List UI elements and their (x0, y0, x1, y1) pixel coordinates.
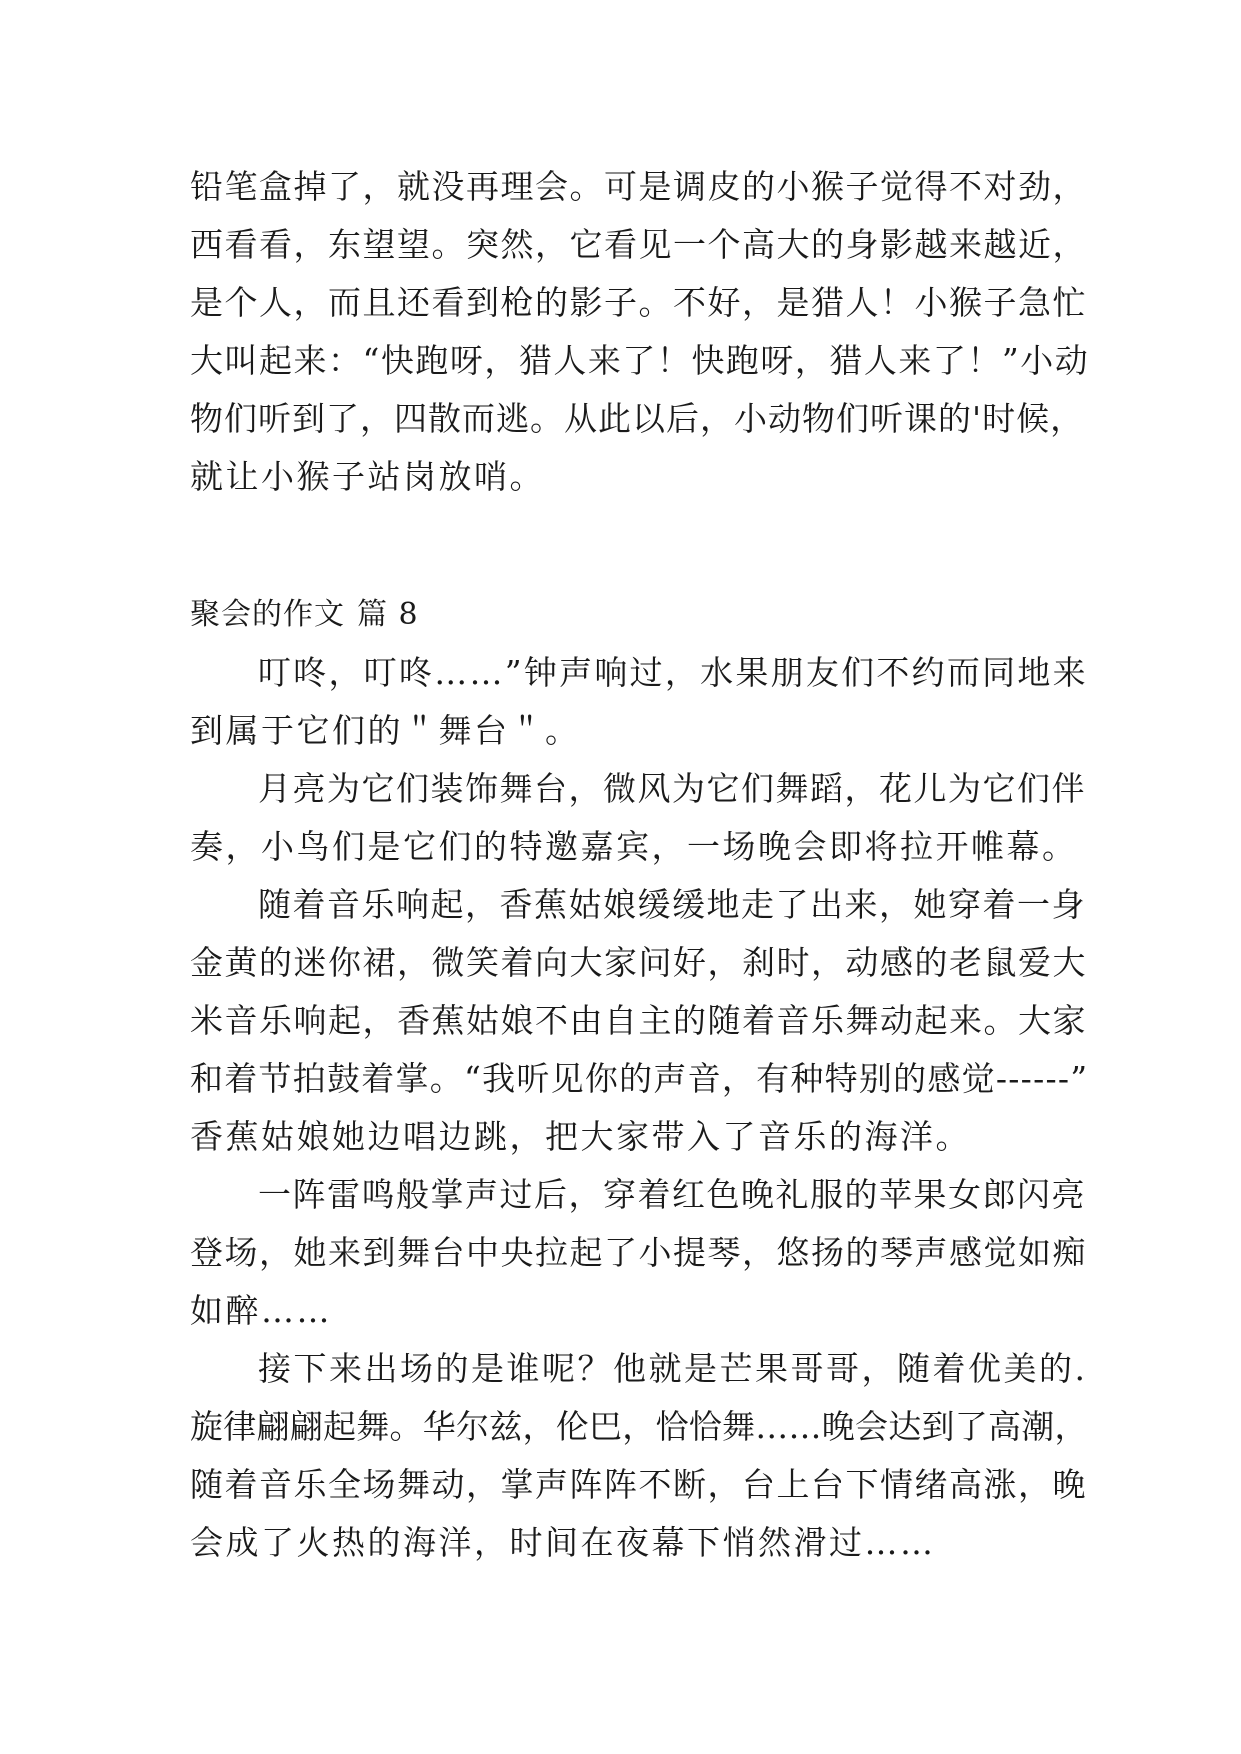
text-line: 物们听到了，四散而逃。从此以后，小动物们听课的'时候， (190, 399, 1085, 438)
text-line: 接下来出场的是谁呢？他就是芒果哥哥，随着优美的. (258, 1349, 1088, 1388)
paragraph (190, 644, 1090, 760)
text-line: 大叫起来：“快跑呀，猎人来了！快跑呀，猎人来了！”小动 (190, 341, 1090, 380)
text-line: 西看看，东望望。突然，它看见一个高大的身影越来越近， (190, 225, 1087, 264)
text-line: 就让小猴子站岗放哨。 (190, 457, 545, 496)
text-line: 如醉…… (190, 1291, 332, 1330)
text-line: 香蕉姑娘她边唱边跳，把大家带入了音乐的海洋。 (190, 1117, 971, 1156)
paragraph (190, 876, 1090, 1166)
text-line: 月亮为它们装饰舞台，微风为它们舞蹈，花儿为它们伴 (258, 769, 1086, 808)
text-line: 米音乐响起，香蕉姑娘不由自主的随着音乐舞动起来。大家 (190, 1001, 1087, 1040)
text-line: 会成了火热的海洋，时间在夜幕下悄然滑过…… (190, 1523, 936, 1562)
paragraph (190, 760, 1090, 876)
text-line: 奏，小鸟们是它们的特邀嘉宾，一场晚会即将拉开帷幕。 (190, 827, 1078, 866)
text-line: 和着节拍鼓着掌。“我听见你的声音，有种特别的感觉------” (190, 1059, 1089, 1098)
top-paragraph (190, 158, 1090, 506)
text-line: 一阵雷鸣般掌声过后，穿着红色晚礼服的苹果女郎闪亮 (258, 1175, 1086, 1214)
text-line: 金黄的迷你裙，微笑着向大家问好，刹时，动感的老鼠爱大 (190, 943, 1087, 982)
text-line: 登场，她来到舞台中央拉起了小提琴，悠扬的琴声感觉如痴 (190, 1233, 1087, 1272)
text-line: 到属于它们的＂舞台＂。 (190, 711, 581, 750)
text-line: 随着音乐全场舞动，掌声阵阵不断，台上台下情绪高涨，晚 (190, 1465, 1087, 1504)
text-line: 是个人，而且还看到枪的影子。不好，是猎人！小猴子急忙 (190, 283, 1087, 322)
section-number: 篇 8 (357, 597, 419, 632)
text-line: 随着音乐响起，香蕉姑娘缓缓地走了出来，她穿着一身 (258, 885, 1086, 924)
text-line: 旋律翩翩起舞。华尔兹，伦巴，恰恰舞……晚会达到了高潮， (190, 1407, 1088, 1446)
section-heading (190, 586, 1090, 644)
text-line: 叮咚，叮咚……”钟声响过，水果朋友们不约而同地来 (258, 653, 1088, 692)
text-column (190, 158, 1090, 1572)
text-line: 铅笔盒掉了，就没再理会。可是调皮的小猴子觉得不对劲， (190, 167, 1087, 206)
paragraph (190, 1166, 1090, 1340)
section-title: 聚会的作文 (190, 597, 345, 632)
paragraph (190, 1340, 1090, 1572)
